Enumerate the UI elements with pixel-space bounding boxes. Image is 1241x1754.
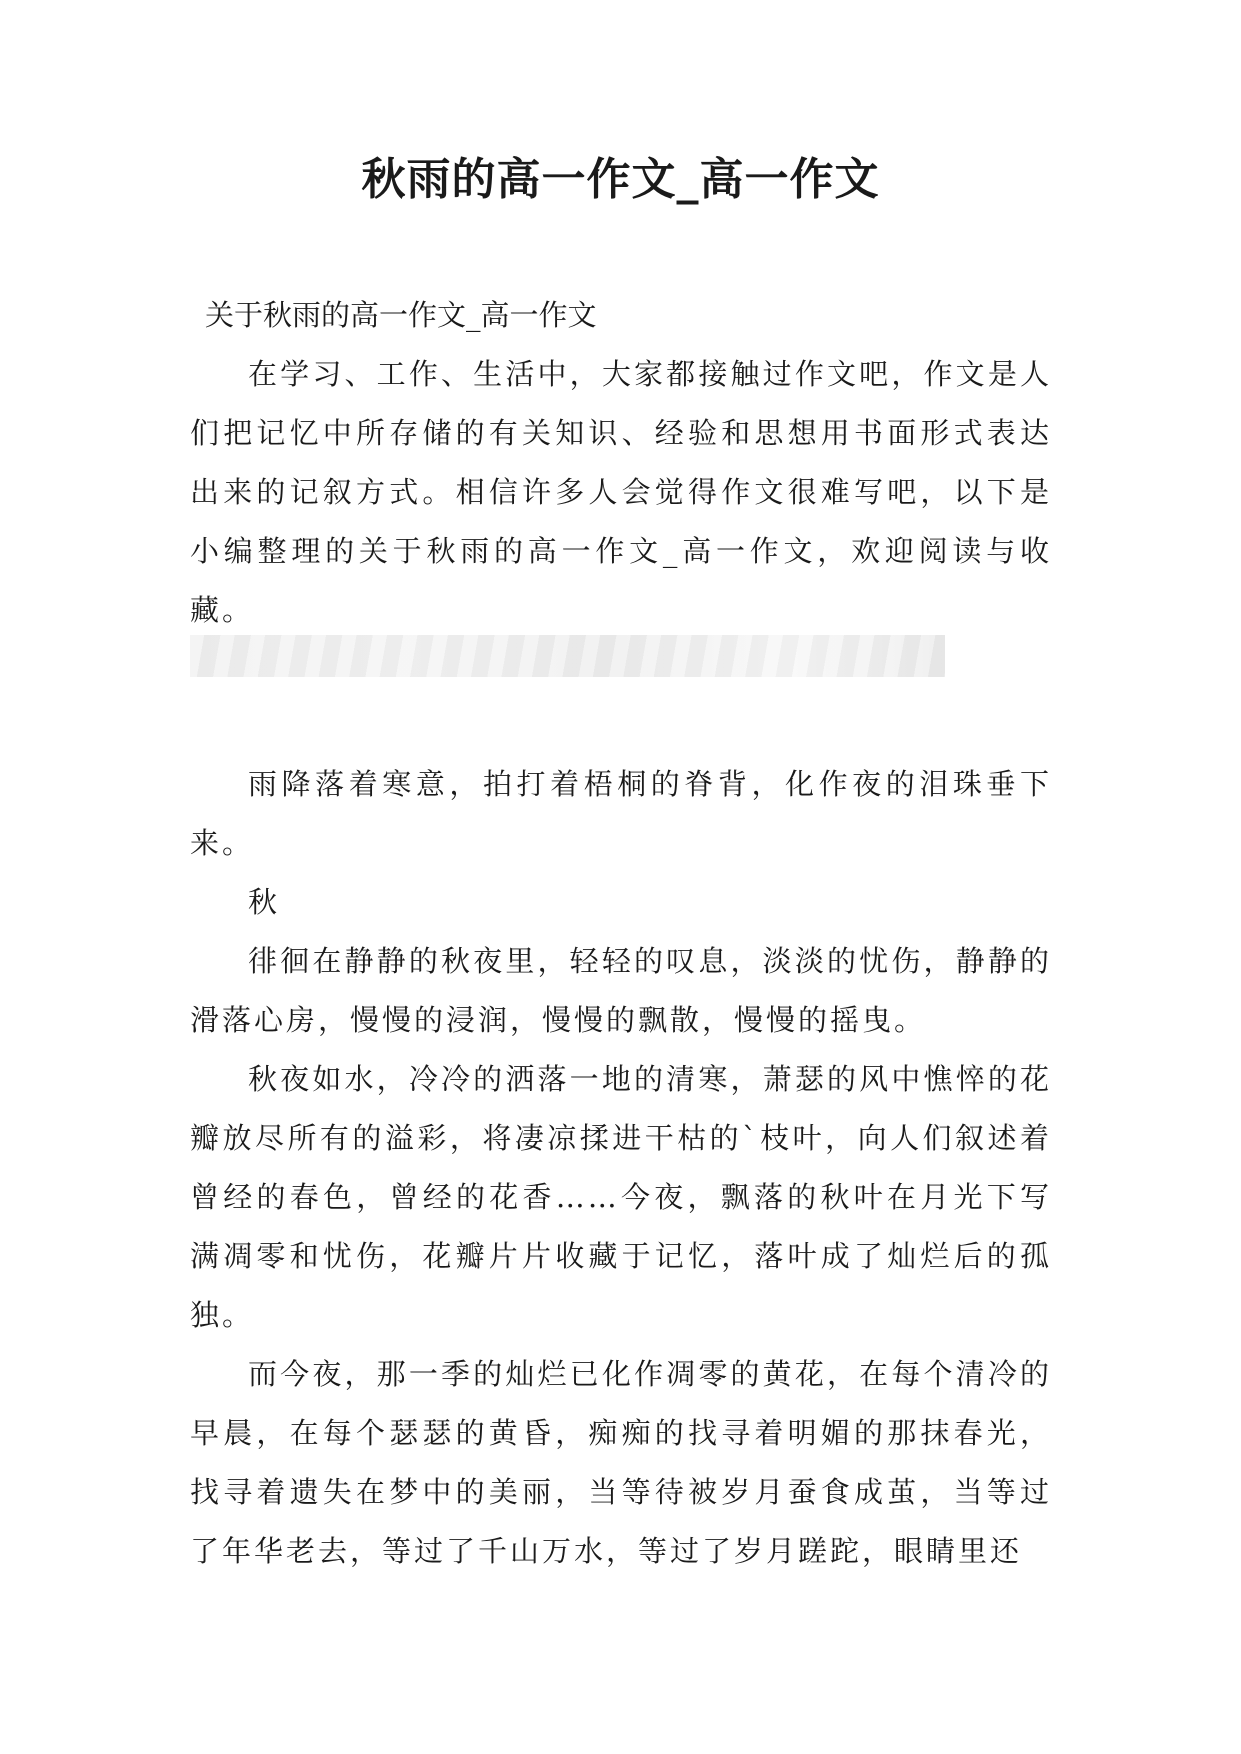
intro-paragraph: 在学习、工作、生活中，大家都接触过作文吧，作文是人们把记忆中所存储的有关知识、经验和思想用书面形式表达出来的记叙方式。相信许多人会觉得作文很难写吧，以下是小编整理的关于秋雨的高一作文_高一作文，欢迎阅读与收藏。 [190,357,1052,627]
body-paragraph: 秋 [248,885,281,919]
intro-section [190,345,1052,640]
body-paragraph: 徘徊在静静的秋夜里，轻轻的叹息，淡淡的忧伤，静静的滑落心房，慢慢的浸润，慢慢的飘散，慢慢的摇曳。 [190,944,1052,1037]
body-paragraph: 而今夜，那一季的灿烂已化作凋零的黄花，在每个清冷的早晨，在每个瑟瑟的黄昏，痴痴的找寻着明媚的那抹春光，找寻着遗失在梦中的美丽，当等待被岁月蚕食成茧，当等过了年华老去，等过了千山万水，等过了岁月蹉跎，眼睛里还 [190,1357,1052,1568]
body-paragraph: 秋夜如水，冷冷的洒落一地的清寒，萧瑟的风中憔悴的花瓣放尽所有的溢彩，将凄凉揉进干枯的`枝叶，向人们叙述着曾经的春色，曾经的花香……今夜，飘落的秋叶在月光下写满凋零和忧伤，花瓣片片收藏于记忆，落叶成了灿烂后的孤独。 [190,1062,1052,1332]
body-paragraph: 雨降落着寒意，拍打着梧桐的脊背，化作夜的泪珠垂下来。 [190,767,1052,860]
decorative-image [190,635,945,677]
document-subtitle: 关于秋雨的高一作文_高一作文 [205,298,597,332]
document-title: 秋雨的高一作文_高一作文 [361,154,880,205]
essay-body [190,755,1052,1581]
